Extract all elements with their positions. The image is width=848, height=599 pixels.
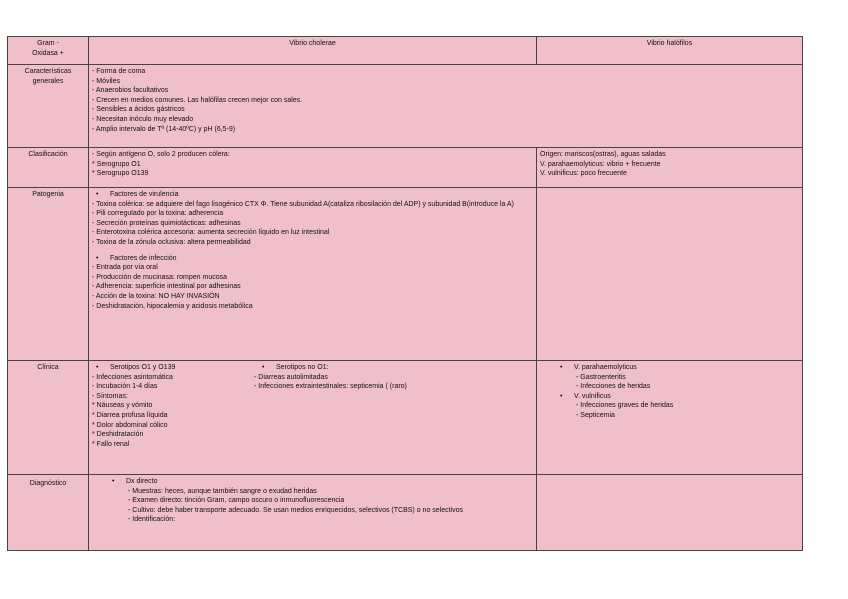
label-caracteristicas: Características generales: [8, 65, 89, 148]
clinica-halofilos: [537, 361, 803, 475]
list-item: - Sensibles a ácidos gástricos: [92, 106, 185, 114]
list-item: - Incubación 1-4 días: [92, 383, 158, 391]
list-item: - Crecen en medios comunes. Las halófilas crecen mejor con sales.: [92, 96, 303, 104]
list-item: - Septicemia: [576, 411, 615, 419]
vulnificus-heading: • V. vulnificus: [540, 392, 799, 402]
list-item: Origen: mariscos(ostras), aguas saladas: [540, 151, 666, 158]
infeccion-heading: • Factores de infección: [92, 254, 533, 264]
list-item: * Náuseas y vómito: [92, 402, 153, 410]
list-item: - Muestras: heces, aunque también sangre o exudad heridas: [128, 487, 317, 495]
list-item: - Deshidratación, hipocalemia y acidosis metabólica: [92, 302, 253, 310]
row-clasificacion: [8, 148, 803, 188]
list-item: - Entrada por vía oral: [92, 264, 158, 272]
virulencia-heading: • Factores de virulencia: [92, 190, 533, 200]
dx-directo-heading: • Dx directo: [92, 477, 533, 487]
list-item: - Producción de mucinasa: rompen mucosa: [92, 273, 228, 281]
label-clinica: Clínica: [8, 361, 89, 475]
list-item: * Fallo renal: [92, 440, 130, 448]
parahaemolyticus-heading: • V. parahaemolyticus: [540, 363, 799, 373]
list-item: - Anaerobios facultativos: [92, 87, 169, 95]
list-item: - Forma de coma: [92, 68, 146, 75]
list-item: - Síntomas:: [92, 392, 128, 400]
row-diagnostico: [8, 475, 803, 551]
patogenia-halofilos: [537, 188, 803, 361]
list-item: - Necesitan inóculo muy elevado: [92, 115, 194, 123]
row-clinica: [8, 361, 803, 475]
diagnostico-halofilos: [537, 475, 803, 551]
list-item: - Cultivo: debe haber transporte adecuado. Se usan medios enriquecidos, selectivos (TCBS) o no selectivos: [128, 506, 464, 514]
header-gram-line1: Gram -: [37, 40, 59, 47]
diagnostico-cholerae: [89, 475, 537, 551]
list-item: - Gastroenteritis: [576, 373, 626, 381]
list-item: - Diarreas autolimitadas: [254, 373, 328, 381]
list-item: - Infecciones asintomática: [92, 373, 173, 381]
label-patogenia: Patogenia: [8, 188, 89, 361]
header-gram-cell: [8, 37, 89, 65]
clasificacion-cholerae: [89, 148, 537, 188]
list-item: - Secreción proteínas quimiotácticas: adhesinas: [92, 219, 241, 227]
list-item: * Diarrea profusa líquida: [92, 411, 168, 419]
patogenia-cholerae: [89, 188, 537, 361]
list-item: - Amplio intervalo de Tª (14-40ºC) y pH (6,5-9): [92, 125, 236, 133]
list-item: - Móviles: [92, 77, 121, 85]
row-caracteristicas: [8, 65, 803, 148]
label-diagnostico: Diagnóstico: [8, 475, 89, 551]
list-item: - Identificación:: [128, 516, 176, 524]
serotipos-no01-heading: • Serotipos no O1:: [254, 363, 533, 373]
list-item: - Infecciones graves de heridas: [576, 402, 674, 410]
list-item: - Toxina de la zónula oclusiva: altera permeabilidad: [92, 238, 251, 246]
list-item: - Infecciones de heridas: [576, 383, 651, 391]
serotipos-o1-heading: • Serotipos O1 y O139: [92, 363, 254, 373]
list-item: * Deshidratación: [92, 431, 144, 439]
row-patogenia: [8, 188, 803, 361]
caracteristicas-content: [89, 65, 803, 148]
header-row: [8, 37, 803, 65]
list-item: - Enterotoxina colérica accesoria: aumenta secreción líquido en luz intestinal: [92, 229, 330, 237]
list-item: - Pili corregulado por la toxina: adherencia: [92, 210, 224, 218]
list-item: * Dolor abdominal cólico: [92, 421, 168, 429]
list-item: V. vulnificus: poco frecuente: [540, 170, 627, 178]
list-item: - Infecciones extraintestinales: septicemia ( (raro): [254, 383, 407, 391]
list-item: - Adherencia: superficie intestinal por adhesinas: [92, 283, 241, 291]
list-item: - Examen directo: tinción Gram, campo oscuro o inmunofluorescencia: [128, 497, 345, 505]
list-item: V. parahaemolyticus: vibrio + frecuente: [540, 160, 661, 168]
clinica-cholerae: [89, 361, 537, 475]
label-clasificacion: Clasificación: [8, 148, 89, 188]
list-item: * Serogrupo O1: [92, 160, 141, 168]
list-item: - Toxina colérica: se adquiere del fago lisogénico CTX Φ. Tiene subunidad A(cataliza ribosilación del ADP) y subunidad B(introduce la A): [92, 200, 514, 208]
header-vibrio-cholerae: Vibrio cholerae: [89, 37, 537, 65]
header-vibrio-halofilos: Vibrio halófilos: [537, 37, 803, 65]
clasificacion-halofilos: [537, 148, 803, 188]
vibrio-table: [7, 36, 803, 551]
list-item: - Acción de la toxina: NO HAY INVASIÓN: [92, 292, 220, 300]
list-item: - Según antígeno O, solo 2 producen cólera:: [92, 151, 230, 158]
header-gram-line2: Oxidasa +: [32, 49, 64, 57]
list-item: * Serogrupo O139: [92, 170, 149, 178]
